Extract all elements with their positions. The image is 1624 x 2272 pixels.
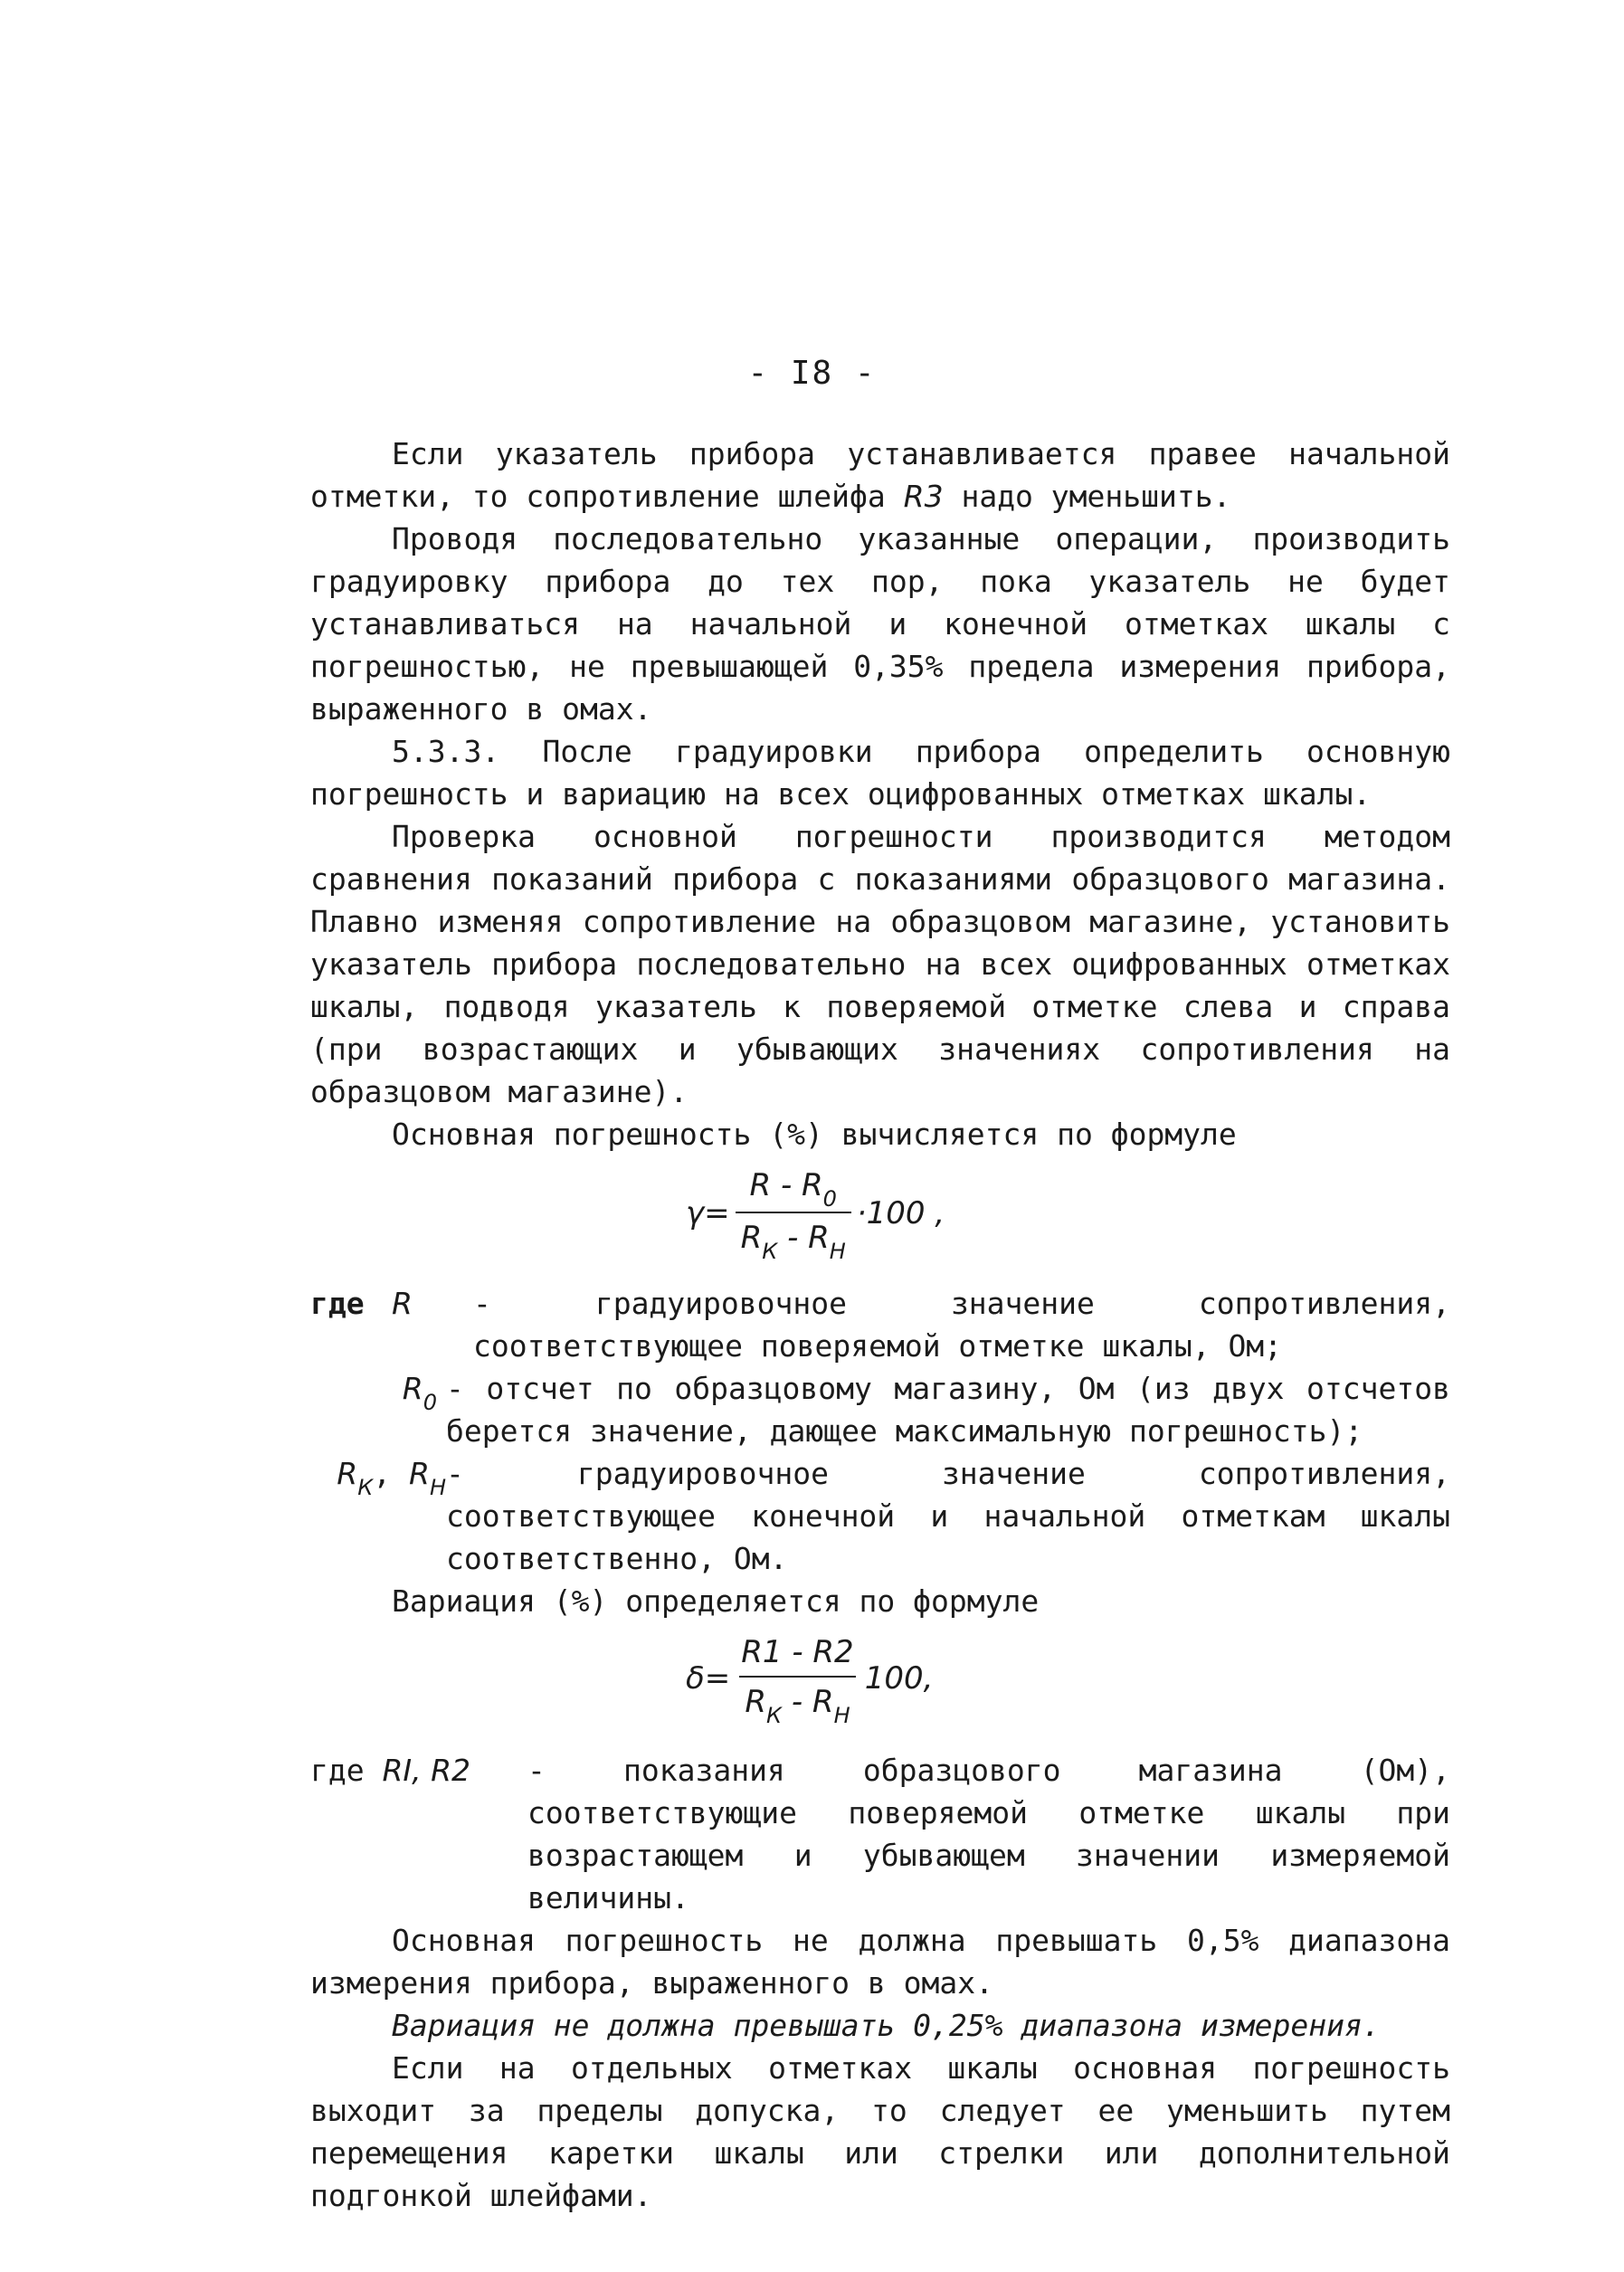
- symbol-rn: R: [409, 1456, 430, 1491]
- formula1-denominator: $R_К - R_Н$: [736, 1212, 851, 1262]
- formula-basic-error: [310, 1155, 1450, 1282]
- paragraph-r3-text: Если указатель прибора устанавливается правее начальной отметки, то сопротивление шлейфа: [310, 436, 1450, 514]
- symbol-r: R: [392, 1286, 413, 1321]
- definition-r0-text: - отсчет по образцовому магазину, Ом (из двух отсчетов берется значение, дающее максимальную погрешность);: [446, 1371, 1450, 1449]
- body-text: [310, 433, 1450, 2217]
- definition-r0: $R_0$ - отсчет по образцовому магазину, Ом (из двух отсчетов берется значение, дающее максимальную погрешность);: [310, 1367, 1450, 1452]
- paragraph-variation-formula-intro: Вариация (%) определяется по формуле: [392, 1583, 1040, 1619]
- paragraph-graduation: Проводя последовательно указанные операции, производить градуировку прибора до тех пор, пока указатель не будет устанавливаться на начальной и конечной отметках шкалы с погрешностью, не превышающей 0,35% предела измерения прибора, выраженного в омах.: [310, 521, 1450, 727]
- definition-r: [310, 1282, 1450, 1367]
- definition-r1-r2-text: - показания образцового магазина (Ом), соответствующие поверяемой отметке шкалы при возрастающем и убывающем значении измеряемой величины.: [527, 1753, 1450, 1916]
- definitions-variation: [310, 1749, 1450, 1919]
- paragraph-variation-limit: Вариация не должна превышать 0,25% диапазона измерения.: [392, 2008, 1381, 2043]
- formula2-tail: 100,: [864, 1660, 934, 1697]
- formula-variation: [310, 1622, 1450, 1749]
- where-label-2: где: [310, 1753, 365, 1788]
- paragraph-error-limit: Основная погрешность не должна превышать 0,5% диапазона измерения прибора, выраженного в омах.: [310, 1923, 1450, 2001]
- definition-rk-rn-text: - градуировочное значение сопротивления, соответствующее конечной и начальной отметкам шкалы соответственно, Ом.: [446, 1456, 1450, 1576]
- formula2-numerator: R1 - R2: [741, 1634, 854, 1670]
- paragraph-r3: [310, 433, 1450, 518]
- where-label: где: [310, 1286, 365, 1321]
- definition-r-text: - градуировочное значение сопротивления, соответствующее поверяемой отметке шкалы, Ом;: [473, 1286, 1450, 1364]
- paragraph-r3-end: надо уменьшить.: [961, 479, 1231, 514]
- symbol-rk: R: [337, 1456, 358, 1491]
- formula1-lhs: γ=: [686, 1194, 730, 1231]
- paragraph-adjustment: Если на отдельных отметках шкалы основная погрешность выходит за пределы допуска, то следует ее уменьшить путем перемещения каретки шкалы или стрелки или дополнительной подгонкой шлейфами.: [310, 2050, 1450, 2213]
- definition-r1-r2: [310, 1749, 1450, 1919]
- definitions-basic-error: [310, 1282, 1450, 1580]
- paragraph-error-formula-intro: Основная погрешность (%) вычисляется по формуле: [392, 1117, 1237, 1152]
- formula2-denominator: $R_К - R_Н$: [739, 1676, 855, 1726]
- definition-rk-rn: $R_К$, $R_Н$ - градуировочное значение сопротивления, соответствующее конечной и начальной отметкам шкалы соответственно, Ом.: [310, 1452, 1450, 1580]
- formula1-numerator: R - $R_0$: [749, 1167, 837, 1212]
- paragraph-5-3-3: 5.3.3. После градуировки прибора определить основную погрешность и вариацию на всех оцифрованных отметках шкалы.: [310, 734, 1450, 812]
- symbol-r0: R: [402, 1371, 423, 1406]
- formula1-tail: ·100 ,: [856, 1194, 945, 1231]
- formula2-lhs: δ=: [686, 1660, 731, 1697]
- formula1-fraction: [736, 1165, 851, 1262]
- formula2-fraction: [736, 1631, 859, 1726]
- paragraph-verification: Проверка основной погрешности производится методом сравнения показаний прибора с показаниями образцового магазина. Плавно изменяя сопротивление на образцовом магазине, установить указатель прибора последовательно на всех оцифрованных отметках шкалы, подводя указатель к поверяемой отметке слева и справа (при возрастающих и убывающих значениях сопротивления на образцовом магазине).: [310, 819, 1450, 1109]
- symbol-r1-r2: RI, R2: [382, 1753, 471, 1788]
- symbol-r3: R3: [903, 479, 944, 514]
- page-number: - I8 -: [747, 355, 877, 392]
